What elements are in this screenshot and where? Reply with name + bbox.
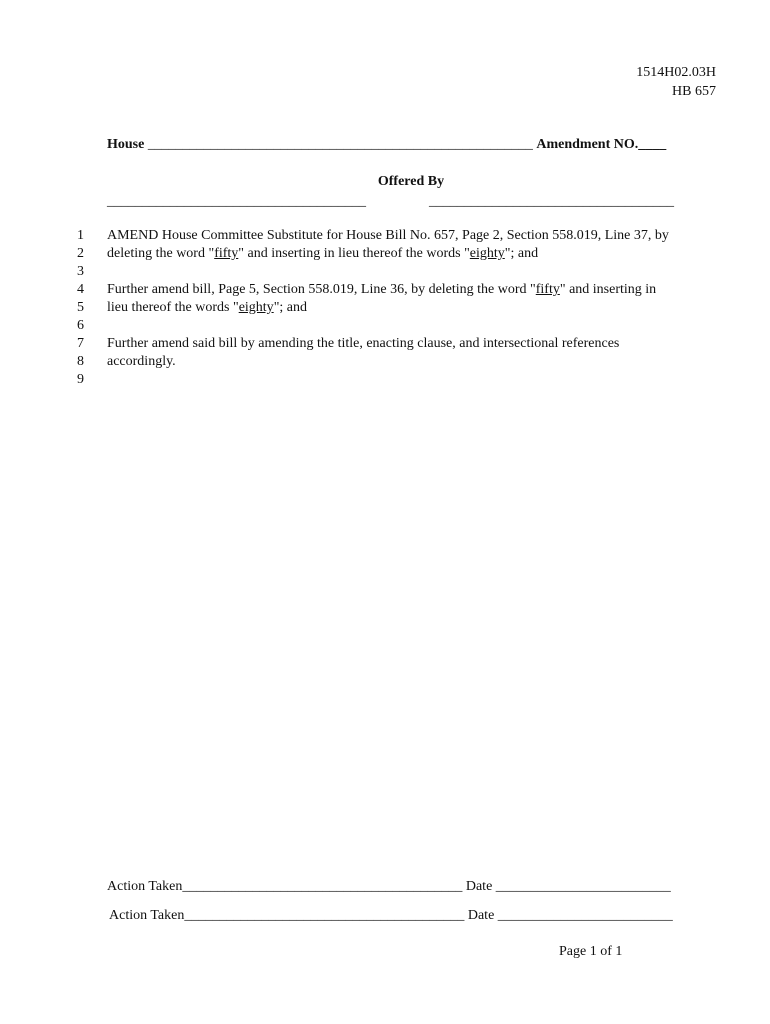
chamber-label: House bbox=[107, 137, 145, 152]
body-text: " and inserting in bbox=[559, 282, 657, 297]
body-line-2 bbox=[107, 245, 538, 263]
action-taken-row bbox=[109, 907, 673, 925]
action-taken-row bbox=[107, 878, 671, 896]
line-number: 6 bbox=[77, 318, 84, 333]
body-line-4 bbox=[107, 281, 656, 299]
action-taken-blank: ________________________________________ bbox=[184, 908, 465, 923]
amendment-number-label: Amendment NO.____ bbox=[536, 137, 667, 152]
body-text: " and inserting in lieu thereof the words " bbox=[238, 246, 470, 261]
page-number: Page 1 of 1 bbox=[559, 944, 623, 959]
house-amendment-line bbox=[107, 136, 666, 154]
action-taken-label: Action Taken bbox=[109, 908, 185, 923]
offered-by-right-blank: ___________________________________ bbox=[429, 194, 674, 209]
inserted-word: fifty bbox=[535, 282, 560, 297]
offered-by-label: Offered By bbox=[377, 174, 445, 189]
inserted-word: fifty bbox=[214, 246, 239, 261]
date-label: Date bbox=[467, 908, 495, 923]
line-number: 8 bbox=[77, 354, 84, 369]
action-taken-label: Action Taken bbox=[107, 879, 183, 894]
body-text: "; and bbox=[273, 300, 308, 315]
action-taken-blank: ________________________________________ bbox=[182, 879, 463, 894]
line-number: 4 bbox=[77, 282, 84, 297]
line-number: 3 bbox=[77, 264, 84, 279]
inserted-word: eighty bbox=[469, 246, 505, 261]
line-number: 7 bbox=[77, 336, 84, 351]
body-text: Further amend bill, Page 5, Section 558.019, Line 36, by deleting the word " bbox=[107, 282, 536, 297]
date-blank: _________________________ bbox=[497, 908, 673, 923]
inserted-word: eighty bbox=[238, 300, 274, 315]
line-number: 5 bbox=[77, 300, 84, 315]
house-blank: _______________________________________________________ bbox=[147, 137, 533, 152]
document-code: 1514H02.03H bbox=[636, 65, 716, 80]
line-number: 1 bbox=[77, 228, 84, 243]
body-text: lieu thereof the words " bbox=[107, 300, 239, 315]
bill-number: HB 657 bbox=[672, 84, 716, 99]
offered-by-left-blank: _____________________________________ bbox=[107, 194, 366, 209]
body-line-7: Further amend said bill by amending the title, enacting clause, and intersectional references bbox=[107, 336, 620, 351]
body-line-1: AMEND House Committee Substitute for House Bill No. 657, Page 2, Section 558.019, Line 37, by bbox=[107, 228, 669, 243]
line-number: 9 bbox=[77, 372, 84, 387]
date-blank: _________________________ bbox=[495, 879, 671, 894]
body-text: "; and bbox=[504, 246, 539, 261]
body-text: deleting the word " bbox=[107, 246, 215, 261]
line-number: 2 bbox=[77, 246, 84, 261]
body-line-5 bbox=[107, 299, 307, 317]
date-label: Date bbox=[465, 879, 493, 894]
body-line-8: accordingly. bbox=[107, 354, 176, 369]
